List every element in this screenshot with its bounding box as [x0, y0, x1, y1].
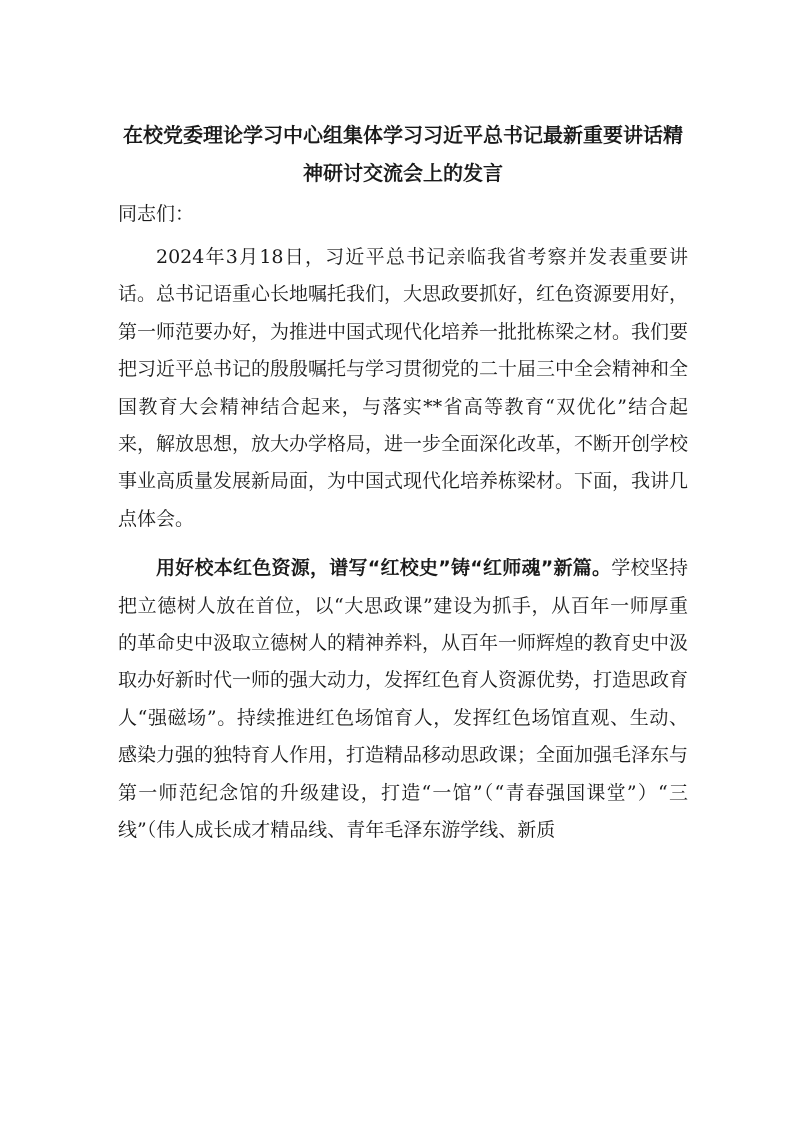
- paragraph-text: 学校坚持把立德树人放在首位，以“大思政课”建设为抓手，从百年一师厚重的革命史中汲取立德树人的精神养料，从百年一师辉煌的教育史中汲取办好新时代一师的强大动力，发挥红色育人资源优势，打造思政育人“强磁场”。持续推进红色场馆育人，发挥红色场馆直观、生动、感染力强的独特育人作用，打造精品移动思政课；全面加强毛泽东与第一师范纪念馆的升级建设，打造“一馆”（“青春强国课堂”）“三线”（伟人成长成才精品线、青年毛泽东游学线、新质: [118, 557, 689, 842]
- paragraph-text: 2024年3月18日，习近平总书记亲临我省考察并发表重要讲话。总书记语重心长地嘱托我们，大思政要抓好，红色资源要用好，第一师范要办好，为推进中国式现代化培养一批批栋梁之材。我们要把习近平总书记的殷殷嘱托与学习贯彻党的二十届三中全会精神和全国教育大会精神结合起来，与落实**省高等教育“双优化”结合起来，解放思想，放大办学格局，进一步全面深化改革，不断开创学校事业高质量发展新局面，为中国式现代化培养栋梁材。下面，我讲几点体会。: [118, 246, 689, 530]
- document-title: 在校党委理论学习中心组集体学习习近平总书记最新重要讲话精神研讨交流会上的发言: [123, 123, 683, 185]
- paragraph-intro: [118, 239, 688, 538]
- document-body: [118, 116, 688, 850]
- paragraph-red-resources: [118, 550, 688, 849]
- salutation: 同志们：: [118, 203, 195, 225]
- paragraph-lead-heading: 用好校本红色资源，谱写“红校史”铸“红师魂”新篇。: [156, 557, 612, 580]
